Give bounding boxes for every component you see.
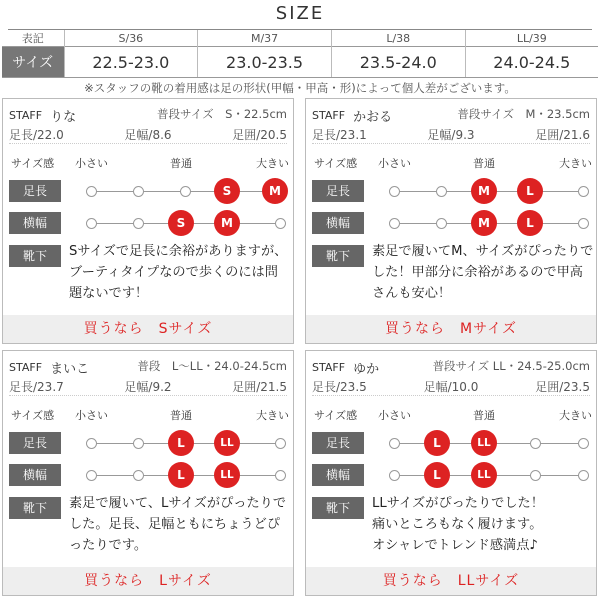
size-table-value-cell: 23.5-24.0 (331, 47, 465, 78)
length-fit-row (3, 429, 293, 457)
scale-normal-label: 普通 (170, 409, 192, 422)
scale-normal-label: 普通 (170, 157, 192, 170)
staff-usual-size: 普段 L〜LL・24.0-24.5cm (137, 359, 287, 373)
scale-dot (86, 218, 97, 229)
length-row-label: 足長 (9, 432, 61, 454)
fit-size-marker: M (214, 210, 240, 236)
staff-usual-size: 普段サイズ LL・24.5-25.0cm (432, 359, 590, 373)
width-fit-track (394, 216, 584, 230)
foot-measurements (9, 378, 287, 396)
fit-size-marker: M (471, 178, 497, 204)
width-fit-track (91, 216, 281, 230)
length-fit-row (3, 177, 293, 205)
width-fit-row (3, 209, 293, 237)
size-table-value-cell: 22.5-23.0 (64, 47, 198, 78)
fit-size-marker: L (517, 210, 543, 236)
scale-dot (530, 470, 541, 481)
length-row-label: 足長 (9, 180, 61, 202)
fit-size-marker: L (168, 462, 194, 488)
staff-name: かおる (353, 110, 393, 125)
scale-header (306, 403, 596, 423)
staff-name: ゆか (353, 362, 380, 377)
fit-size-marker: LL (471, 462, 497, 488)
size-table-value-row (2, 47, 598, 78)
staff-header (9, 105, 287, 125)
width-fit-track (394, 468, 584, 482)
scale-dot (389, 186, 400, 197)
size-table-header-cell: LL/39 (465, 30, 598, 47)
size-table (2, 30, 598, 78)
scale-dot (133, 470, 144, 481)
fit-disclaimer-note: ※スタッフの靴の着用感は足の形状(甲幅・甲高・形)によって個人差がございます。 (84, 81, 516, 95)
scale-dot (578, 218, 589, 229)
size-table-header-cell: L/38 (331, 30, 465, 47)
scale-dot (389, 470, 400, 481)
buy-recommendation: 買うなら LLサイズ (306, 567, 596, 595)
length-fit-track (394, 436, 584, 450)
foot-width-measure: 足幅/10.0 (423, 380, 479, 394)
foot-width-measure: 足幅/8.6 (124, 128, 172, 142)
width-fit-row (306, 209, 596, 237)
length-fit-track (394, 184, 584, 198)
length-fit-track (91, 436, 281, 450)
socks-label: 靴下 (9, 245, 61, 267)
scale-dot (578, 186, 589, 197)
width-fit-track (91, 468, 281, 482)
fit-size-marker: S (214, 178, 240, 204)
page-title: SIZE (275, 3, 325, 24)
staff-usual-size: 普段サイズ S・22.5cm (156, 107, 287, 121)
staff-comment: 素足で履いてM、サイズがぴったりでした！甲部分に余裕があるので甲高さんも安心！ (372, 244, 594, 301)
fit-size-marker: M (471, 210, 497, 236)
fit-size-marker: S (168, 210, 194, 236)
scale-dot (436, 218, 447, 229)
fit-size-marker: M (262, 178, 288, 204)
fit-size-marker: LL (214, 462, 240, 488)
scale-dot (389, 438, 400, 449)
staff-header (312, 105, 590, 125)
scale-dot (133, 438, 144, 449)
length-row-label: 足長 (312, 432, 364, 454)
width-row-label: 横幅 (9, 464, 61, 486)
staff-tag: STAFF (312, 109, 346, 122)
scale-dot (530, 438, 541, 449)
scale-header (3, 151, 293, 171)
staff-comment: Sサイズで足長に余裕がありますが、ブーティタイプなので歩くのには問題ないです！ (69, 244, 288, 301)
staff-comment: 素足で履いて、Lサイズがぴったりでした。足長、足幅ともにちょうどぴったりです。 (69, 496, 287, 553)
scale-small-label: 小さい (75, 409, 108, 422)
staff-header (9, 357, 287, 377)
foot-measurements (312, 126, 590, 144)
length-fit-row (306, 177, 596, 205)
foot-length-measure: 足長/23.7 (9, 380, 64, 394)
size-table-header-cell: M/37 (198, 30, 332, 47)
size-table-header-row (2, 30, 598, 47)
foot-width-measure: 足幅/9.2 (124, 380, 172, 394)
scale-dot (578, 470, 589, 481)
size-sensation-label: サイズ感 (314, 157, 358, 170)
size-sensation-label: サイズ感 (11, 409, 55, 422)
scale-dot (436, 186, 447, 197)
scale-header (3, 403, 293, 423)
foot-measurements (312, 378, 590, 396)
foot-length-measure: 足長/23.5 (312, 380, 367, 394)
size-sensation-label: サイズ感 (314, 409, 358, 422)
scale-large-label: 大きい (256, 157, 289, 170)
fit-size-marker: L (424, 430, 450, 456)
length-row-label: 足長 (312, 180, 364, 202)
scale-normal-label: 普通 (473, 157, 495, 170)
size-table-value-cell: 24.0-24.5 (465, 47, 598, 78)
staff-review-panel (2, 98, 294, 344)
staff-tag: STAFF (312, 361, 346, 374)
length-fit-track (91, 184, 281, 198)
foot-girth-measure: 足囲/21.6 (535, 128, 590, 142)
scale-dot (180, 186, 191, 197)
scale-normal-label: 普通 (473, 409, 495, 422)
foot-length-measure: 足長/22.0 (9, 128, 64, 142)
staff-name: りな (50, 110, 77, 125)
scale-dot (275, 470, 286, 481)
width-fit-row (3, 461, 293, 489)
scale-small-label: 小さい (378, 409, 411, 422)
staff-usual-size: 普段サイズ M・23.5cm (457, 107, 590, 121)
fit-size-marker: LL (214, 430, 240, 456)
buy-recommendation: 買うなら Lサイズ (3, 567, 293, 595)
length-fit-row (306, 429, 596, 457)
foot-measurements (9, 126, 287, 144)
buy-recommendation: 買うなら Mサイズ (306, 315, 596, 343)
fit-size-marker: L (424, 462, 450, 488)
fit-size-marker: L (168, 430, 194, 456)
scale-dot (133, 218, 144, 229)
size-table-header-cell: S/36 (64, 30, 198, 47)
scale-dot (275, 438, 286, 449)
scale-large-label: 大きい (559, 157, 592, 170)
staff-review-panel (305, 98, 597, 344)
foot-length-measure: 足長/23.1 (312, 128, 367, 142)
width-fit-row (306, 461, 596, 489)
fit-size-marker: LL (471, 430, 497, 456)
socks-label: 靴下 (312, 245, 364, 267)
size-table-header-cell: 表記 (21, 32, 44, 45)
scale-small-label: 小さい (75, 157, 108, 170)
scale-dot (133, 186, 144, 197)
staff-name: まいこ (50, 362, 90, 377)
buy-recommendation: 買うなら Sサイズ (3, 315, 293, 343)
scale-header (306, 151, 596, 171)
scale-dot (578, 438, 589, 449)
size-sensation-label: サイズ感 (11, 157, 55, 170)
staff-tag: STAFF (9, 361, 43, 374)
foot-width-measure: 足幅/9.3 (427, 128, 475, 142)
width-row-label: 横幅 (312, 464, 364, 486)
staff-review-panel (305, 350, 597, 596)
socks-label: 靴下 (312, 497, 364, 519)
size-table-value-cell: 23.0-23.5 (198, 47, 332, 78)
socks-label: 靴下 (9, 497, 61, 519)
width-row-label: 横幅 (312, 212, 364, 234)
scale-large-label: 大きい (559, 409, 592, 422)
scale-small-label: 小さい (378, 157, 411, 170)
width-row-label: 横幅 (9, 212, 61, 234)
scale-dot (86, 470, 97, 481)
scale-dot (86, 438, 97, 449)
scale-dot (275, 218, 286, 229)
staff-header (312, 357, 590, 377)
staff-comment: LLサイズがぴったりでした！ 痛いところもなく履けます。 オシャレでトレンド感満点♪ (372, 496, 544, 553)
foot-girth-measure: 足囲/23.5 (535, 380, 590, 394)
foot-girth-measure: 足囲/20.5 (232, 128, 287, 142)
fit-size-marker: L (517, 178, 543, 204)
scale-dot (389, 218, 400, 229)
scale-dot (86, 186, 97, 197)
staff-tag: STAFF (9, 109, 43, 122)
scale-large-label: 大きい (256, 409, 289, 422)
staff-review-panel (2, 350, 294, 596)
size-table-row-label: サイズ (2, 47, 64, 78)
foot-girth-measure: 足囲/21.5 (232, 380, 287, 394)
